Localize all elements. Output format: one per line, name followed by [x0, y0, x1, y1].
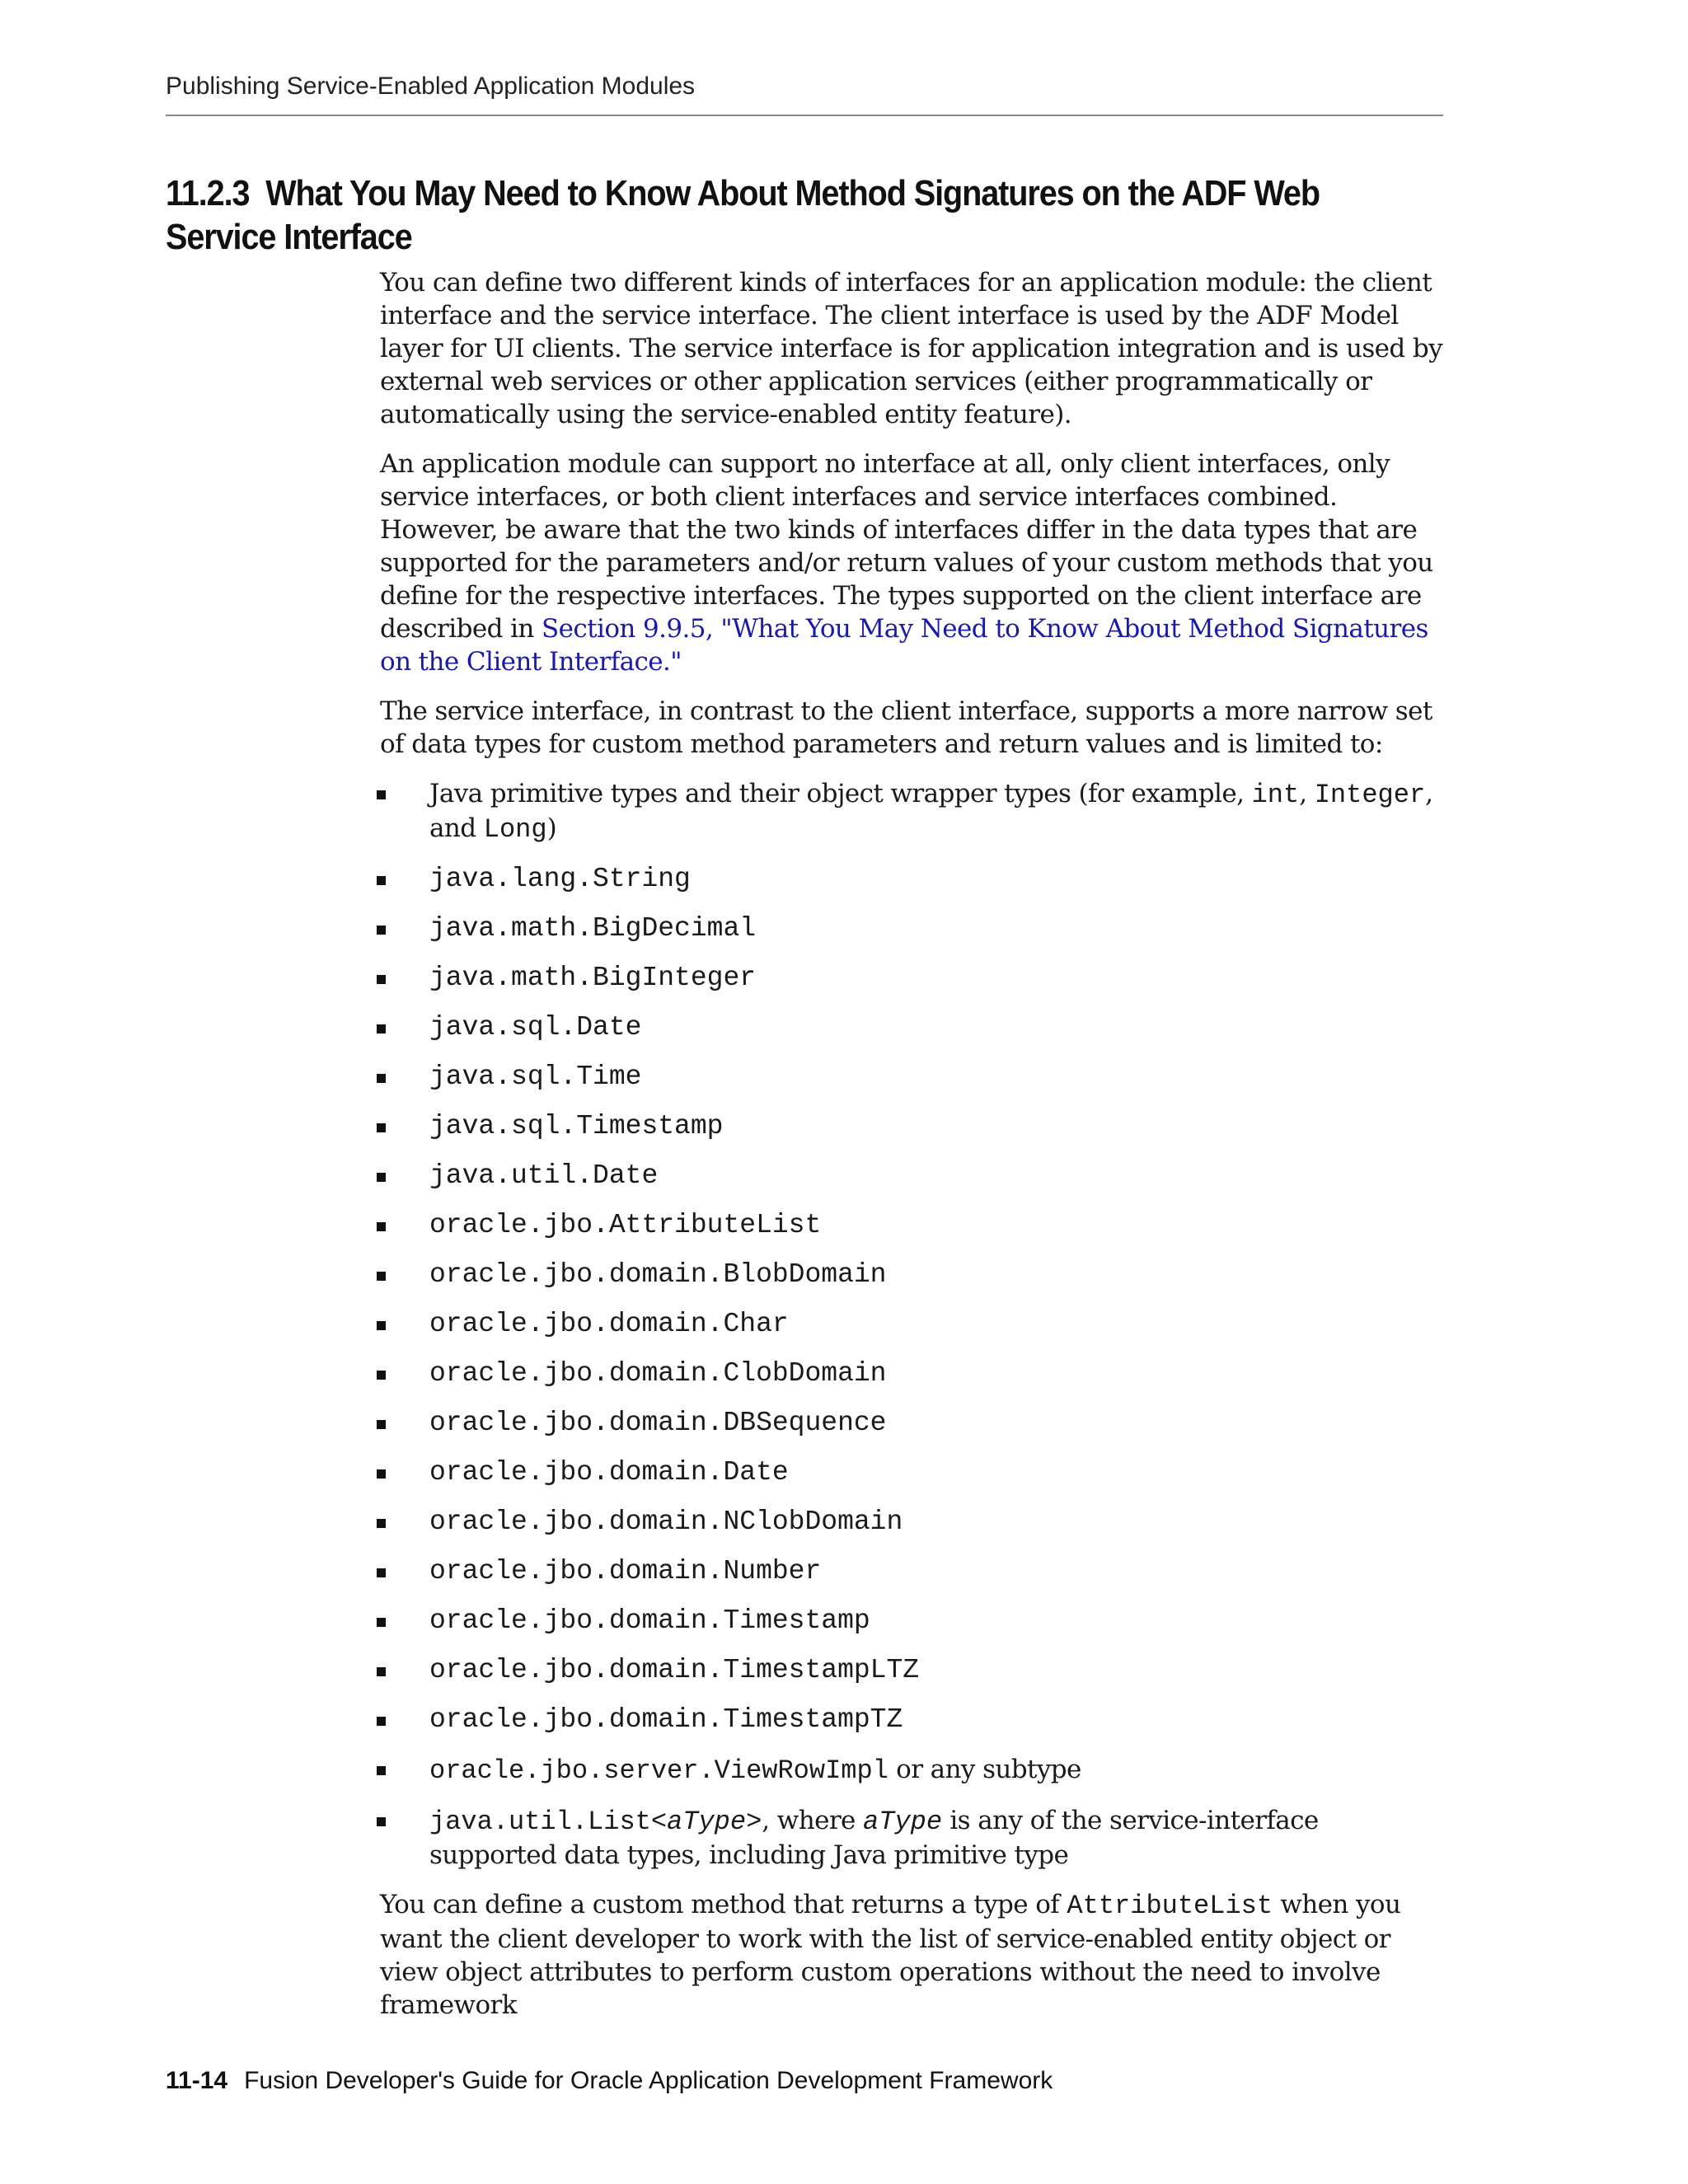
book-title: Fusion Developer's Guide for Oracle Application Development Framework — [244, 2067, 1053, 2094]
list-item-viewrowimpl: oracle.jbo.server.ViewRowImpl or any subtype — [380, 1753, 1451, 1788]
code-viewrowimpl: oracle.jbo.server.ViewRowImpl — [429, 1755, 889, 1786]
section-cross-reference-link[interactable]: Section 9.9.5, "What You May Need to Know About Method Signatures on the Client Interface." — [380, 614, 1428, 677]
bullet-icon — [377, 1519, 386, 1528]
bullet-icon — [377, 1667, 386, 1676]
list-item: java.sql.Timestamp — [380, 1110, 1451, 1143]
list-item: oracle.jbo.domain.Timestamp — [380, 1605, 1451, 1638]
list-item: oracle.jbo.domain.NClobDomain — [380, 1506, 1451, 1539]
bullet-icon — [377, 1272, 386, 1281]
body-text — [380, 266, 1451, 2038]
bullet-icon — [377, 926, 386, 935]
bullet-icon — [377, 1420, 386, 1429]
bullet-icon — [377, 1123, 386, 1132]
bullet-icon — [377, 1074, 386, 1083]
paragraph-interfaces-intro: You can define two different kinds of interfaces for an application module: the client interface and the service interface. The client interface is used by the ADF Model layer for UI clients. The service interface is for application integration and is used by external web services or other application services (either programmatically or automatically using the service-enabled entity feature). — [380, 268, 1443, 429]
list-item: java.util.Date — [380, 1160, 1451, 1193]
bullet-icon — [377, 1222, 386, 1231]
section-heading — [166, 171, 1323, 259]
paragraph-text: An application module can support no interface at all, only client interfaces, only service interfaces, or both client interfaces and service interfaces combined. However, be aware that the two kinds of interfaces differ in the data types that are supported for the parameters and/or return values of your custom methods that you define for the respective interfaces. The types supported on the client interface are described in — [380, 449, 1433, 644]
bullet-icon — [377, 1766, 386, 1775]
list-item-primitive-types: Java primitive types and their object wrapper types (for example, int, Integer, and Long) — [380, 777, 1451, 846]
bullet-icon — [377, 975, 386, 984]
paragraph-service-interface-types: The service interface, in contrast to the client interface, supports a more narrow set of data types for custom method parameters and return values and is limited to: — [380, 696, 1432, 759]
list-item: oracle.jbo.domain.ClobDomain — [380, 1357, 1451, 1390]
list-item: oracle.jbo.domain.Char — [380, 1308, 1451, 1341]
list-item: java.sql.Time — [380, 1061, 1451, 1094]
list-item: oracle.jbo.AttributeList — [380, 1209, 1451, 1242]
list-item: oracle.jbo.domain.TimestampLTZ — [380, 1654, 1451, 1687]
list-item: java.lang.String — [380, 863, 1451, 896]
list-item: oracle.jbo.domain.TimestampTZ — [380, 1704, 1451, 1736]
code-long: Long — [483, 814, 547, 845]
code-attributelist: AttributeList — [1067, 1891, 1273, 1921]
section-title: What You May Need to Know About Method Signatures on the ADF Web Service Interface — [166, 173, 1320, 257]
page-number: 11-14 — [166, 2067, 228, 2094]
supported-types-list — [380, 777, 1451, 1872]
header-rule — [166, 115, 1443, 116]
running-footer — [166, 2067, 1053, 2095]
bullet-icon — [377, 1717, 386, 1726]
bullet-icon — [377, 1618, 386, 1627]
code-integer: Integer — [1314, 780, 1426, 810]
list-item: java.math.BigInteger — [380, 962, 1451, 995]
list-item: oracle.jbo.domain.BlobDomain — [380, 1258, 1451, 1291]
bullet-icon — [377, 790, 386, 799]
paragraph-attributelist: You can define a custom method that returns a type of AttributeList when you want the client developer to work with the list of service-enabled entity object or view object attributes to perform custom operations without the need to involve framework — [380, 1890, 1401, 2020]
list-item: java.sql.Date — [380, 1011, 1451, 1044]
bullet-icon — [377, 1817, 386, 1826]
list-item-java-util-list: java.util.List<aType>, where aType is any of the service-interface supported data types, including Java primitive type — [380, 1804, 1451, 1872]
bullet-icon — [377, 1173, 386, 1182]
bullet-icon — [377, 1568, 386, 1577]
list-item: oracle.jbo.domain.DBSequence — [380, 1407, 1451, 1440]
list-item: java.math.BigDecimal — [380, 912, 1451, 945]
bullet-icon — [377, 1469, 386, 1479]
bullet-icon — [377, 1024, 386, 1033]
bullet-icon — [377, 1371, 386, 1380]
running-header: Publishing Service-Enabled Application Modules — [166, 73, 696, 100]
paragraph-interface-support — [380, 448, 1451, 678]
bullet-icon — [377, 876, 386, 885]
section-number: 11.2.3 — [166, 173, 250, 213]
list-item: oracle.jbo.domain.Number — [380, 1555, 1451, 1588]
bullet-icon — [377, 1321, 386, 1330]
code-int: int — [1251, 780, 1300, 810]
list-item: oracle.jbo.domain.Date — [380, 1456, 1451, 1489]
